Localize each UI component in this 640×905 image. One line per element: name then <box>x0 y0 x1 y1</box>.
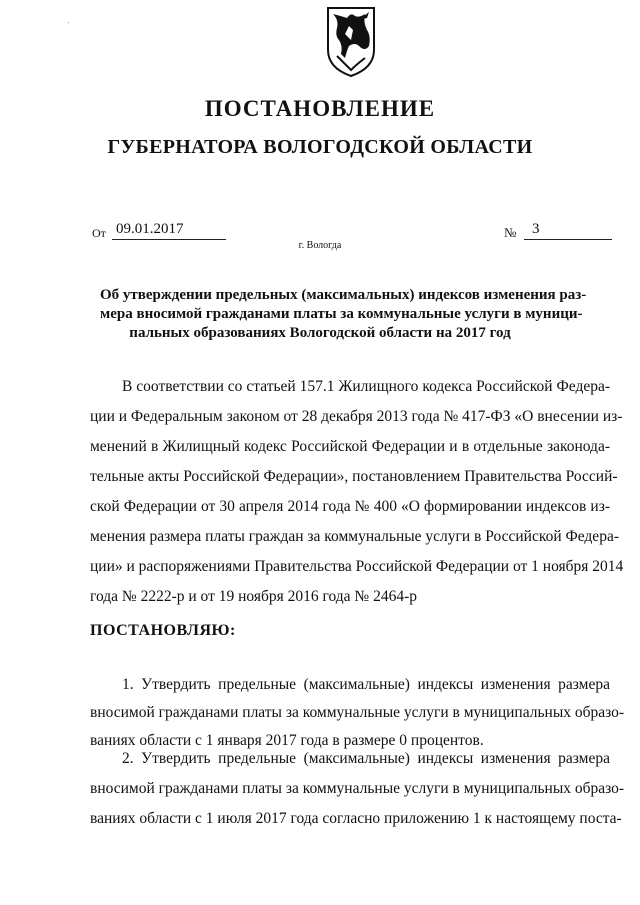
document-number: 3 <box>524 221 612 240</box>
item-line: ваниях области с 1 июля 2017 года согласно приложению 1 к настоящему поста- <box>90 810 622 827</box>
item-line: вносимой гражданами платы за коммунальные услуги в муниципальных образо- <box>90 704 625 721</box>
preamble-line: ции» и распоряжениями Правительства Российской Федерации от 1 ноября 2014 <box>90 558 624 575</box>
preamble-line: менений в Жилищный кодекс Российской Федерации и в отдельные законода- <box>90 438 610 455</box>
subject-line: Об утверждении предельных (максимальных) индексов изменения раз- <box>100 287 587 303</box>
city-label: г. Вологда <box>298 240 342 251</box>
item-line: 1. Утвердить предельные (максимальные) индексы изменения размера <box>122 676 610 693</box>
document-subtitle: ГУБЕРНАТОРА ВОЛОГОДСКОЙ ОБЛАСТИ <box>107 136 533 158</box>
item-line: 2. Утвердить предельные (максимальные) индексы изменения размера <box>122 750 610 767</box>
coat-of-arms-emblem <box>325 6 377 78</box>
item-line: ваниях области с 1 января 2017 года в размере 0 процентов. <box>90 732 484 749</box>
preamble-line: ской Федерации от 30 апреля 2014 года № 400 «О формировании индексов из- <box>90 498 610 515</box>
decree-heading: ПОСТАНОВЛЯЮ: <box>90 622 236 639</box>
preamble-line: В соответствии со статьей 157.1 Жилищного кодекса Российской Федера- <box>122 378 610 395</box>
document-date: 09.01.2017 <box>112 221 226 240</box>
document-subject <box>100 286 587 343</box>
subject-line: пальных образованиях Вологодской области на 2017 год <box>129 325 511 341</box>
subject-line: мера вносимой гражданами платы за коммунальные услуги в муници- <box>100 306 583 322</box>
preamble-line: ции и Федеральным законом от 28 декабря 2013 года № 417-ФЗ «О внесении из- <box>90 408 623 425</box>
preamble-line: менения размера платы граждан за коммунальные услуги в Российской Федера- <box>90 528 619 545</box>
preamble-line: тельные акты Российской Федерации», постановлением Правительства Россий- <box>90 468 618 485</box>
preamble-line: года № 2222-р и от 19 ноября 2016 года № 2464-р <box>90 588 417 605</box>
scan-speck <box>68 22 69 23</box>
number-prefix: № <box>504 225 517 240</box>
item-line: вносимой гражданами платы за коммунальные услуги в муниципальных образо- <box>90 780 625 797</box>
date-prefix: От <box>92 226 106 240</box>
document-title: ПОСТАНОВЛЕНИЕ <box>204 96 436 121</box>
